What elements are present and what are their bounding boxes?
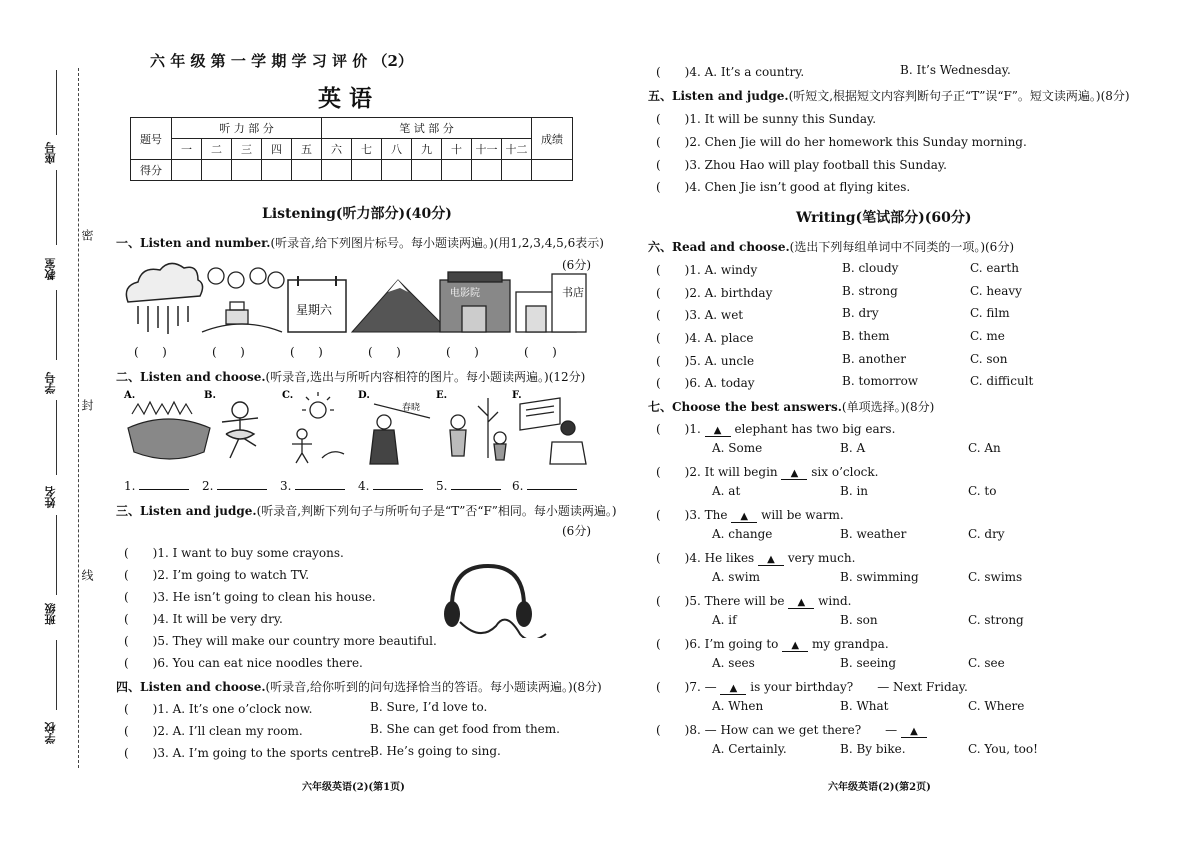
s7-question <box>656 635 889 652</box>
s2-answer-blank[interactable] <box>295 480 345 490</box>
classroom-write-line <box>56 170 57 245</box>
s2-blank-item <box>202 479 267 493</box>
s6-opt-b: B. cloudy <box>842 261 899 275</box>
s7-title: 七、Choose the best answers. <box>648 400 842 414</box>
s7-blank-marker[interactable]: ▲ <box>788 597 814 609</box>
score-table-row-label: 题号 <box>131 118 172 160</box>
s7-question-text: ( )4. He likes <box>656 551 759 565</box>
s5-item: ( )2. Chen Jie will do her homework this Sunday morning. <box>656 135 1027 149</box>
score-cell[interactable] <box>352 160 382 181</box>
s6-opt-b: B. another <box>842 352 906 366</box>
s7-blank-marker[interactable]: ▲ <box>705 425 731 437</box>
s7-option: B. seeing <box>840 656 897 670</box>
s4-item-a: ( )3. A. I’m going to the sports centre. <box>124 746 375 760</box>
s6-opt-c: C. earth <box>970 261 1019 275</box>
s6-opt-a: ( )1. A. windy <box>656 263 758 277</box>
s2-letter: B. <box>204 390 216 401</box>
s2-answer-blank[interactable] <box>217 480 267 490</box>
s2-blank-item <box>124 479 189 493</box>
s2-letter: A. <box>124 390 136 401</box>
s7-option: B. By bike. <box>840 742 906 756</box>
s3-title: 三、Listen and judge. <box>116 504 257 518</box>
s2-answer-blank[interactable] <box>451 480 501 490</box>
reading-newspaper-picture <box>520 398 586 464</box>
score-table <box>130 117 573 181</box>
score-col: 四 <box>262 139 292 160</box>
cut-char-seal: 密 <box>79 226 96 244</box>
s6-opt-b: B. strong <box>842 284 898 298</box>
headphones-picture <box>438 562 550 638</box>
s2-heading <box>116 368 585 385</box>
s1-bracket[interactable]: ( ) <box>368 345 401 359</box>
s3-item: ( )2. I’m going to watch TV. <box>124 568 310 582</box>
s2-blank-item <box>358 479 423 493</box>
s6-opt-c: C. difficult <box>970 374 1034 388</box>
s7-question <box>656 463 878 480</box>
subject-title: 英 语 <box>318 86 373 112</box>
s4-item-b: B. Sure, I’d love to. <box>370 700 488 714</box>
s1-points: (6分) <box>562 258 591 272</box>
s1-bracket[interactable]: ( ) <box>524 345 557 359</box>
s6-opt-c: C. me <box>970 329 1005 343</box>
s2-note: (听录音,选出与所听内容相符的图片。每小题读两遍。)(12分) <box>265 370 586 384</box>
score-table-total: 成绩 <box>532 118 573 160</box>
score-col: 七 <box>352 139 382 160</box>
birthday-party-picture <box>202 268 284 332</box>
planting-trees-picture <box>450 398 506 460</box>
river-picture <box>128 402 210 459</box>
s6-opt-c: C. heavy <box>970 284 1022 298</box>
s7-question-text: elephant has two big ears. <box>730 422 896 436</box>
s7-option: C. An <box>968 441 1001 455</box>
writing-heading: Writing(笔试部分)(60分) <box>796 210 972 226</box>
s7-question <box>656 549 855 566</box>
score-table-score-label: 得分 <box>131 160 172 181</box>
s3-item: ( )4. It will be very dry. <box>124 612 283 626</box>
s1-pictures <box>120 262 590 340</box>
s2-blank-number: 5. <box>436 479 448 493</box>
s5-item: ( )3. Zhou Hao will play football this Sunday. <box>656 158 947 172</box>
score-cell[interactable] <box>472 160 502 181</box>
s7-question-text: ( )5. There will be <box>656 594 789 608</box>
exam-title: 六 年 级 第 一 学 期 学 习 评 价 （2） <box>150 52 413 70</box>
score-cell[interactable] <box>292 160 322 181</box>
s7-blank-marker[interactable]: ▲ <box>781 468 807 480</box>
s6-opt-a: ( )5. A. uncle <box>656 354 755 368</box>
s7-option: B. weather <box>840 527 907 541</box>
s7-question-text: ( )2. It will begin <box>656 465 782 479</box>
s5-heading <box>648 87 1130 104</box>
s6-opt-a: ( )4. A. place <box>656 331 754 345</box>
s4-item-a: ( )4. A. It’s a country. <box>656 65 805 79</box>
s6-opt-a: ( )6. A. today <box>656 376 755 390</box>
s7-question-text: ( )8. — How can we get there? — <box>656 723 901 737</box>
student-id-write-line <box>56 290 57 360</box>
s7-option: A. Certainly. <box>712 742 787 756</box>
s7-question-text: my grandpa. <box>808 637 889 651</box>
s3-points: (6分) <box>562 524 591 538</box>
s6-heading <box>648 238 1014 255</box>
page2-footer: 六年级英语(2)(第2页) <box>828 782 931 793</box>
bookstore-picture <box>516 274 586 332</box>
dancing-girl-picture <box>222 402 258 458</box>
seat-label: 座号 <box>44 142 57 164</box>
teacher-board-picture <box>370 401 430 464</box>
s7-question <box>656 592 851 609</box>
s1-bracket[interactable]: ( ) <box>446 345 479 359</box>
s7-question-text: wind. <box>814 594 852 608</box>
s7-option: A. When <box>712 699 764 713</box>
s5-title: 五、Listen and judge. <box>648 89 789 103</box>
score-col: 八 <box>382 139 412 160</box>
score-table-writing-group: 笔 试 部 分 <box>322 118 532 139</box>
s2-letter: C. <box>282 390 294 401</box>
s4-item-a: ( )2. A. I’ll clean my room. <box>124 724 303 738</box>
s7-question <box>656 506 844 523</box>
s7-option: C. You, too! <box>968 742 1038 756</box>
s4-item-b: B. He’s going to sing. <box>370 744 501 758</box>
score-col: 十 <box>442 139 472 160</box>
s4-title: 四、Listen and choose. <box>116 680 266 694</box>
cinema-text: 电影院 <box>450 288 480 299</box>
s7-option: C. strong <box>968 613 1024 627</box>
name-label: 姓名 <box>44 486 57 508</box>
s7-blank-marker[interactable]: ▲ <box>758 554 784 566</box>
s7-question <box>656 678 968 695</box>
s7-option: C. swims <box>968 570 1023 584</box>
score-cell[interactable] <box>442 160 472 181</box>
board-text: 春晓 <box>402 403 421 413</box>
s7-question-text: six o’clock. <box>807 465 879 479</box>
score-cell[interactable] <box>202 160 232 181</box>
s6-opt-b: B. tomorrow <box>842 374 919 388</box>
s7-question-text: ( )1. <box>656 422 705 436</box>
s4-item-b: B. It’s Wednesday. <box>900 63 1011 77</box>
s7-option: C. dry <box>968 527 1005 541</box>
score-col: 九 <box>412 139 442 160</box>
score-cell[interactable] <box>502 160 532 181</box>
s2-blank-number: 4. <box>358 479 370 493</box>
s7-heading <box>648 398 934 415</box>
school-label: 学校 <box>44 722 57 744</box>
s1-bracket[interactable]: ( ) <box>290 345 323 359</box>
cinema-picture <box>440 272 510 332</box>
s1-title: 一、Listen and number. <box>116 236 271 250</box>
s7-option: B. in <box>840 484 869 498</box>
score-col: 六 <box>322 139 352 160</box>
s7-question-text: ( )3. The <box>656 508 732 522</box>
student-id-label: 学号 <box>44 372 57 394</box>
score-cell[interactable] <box>412 160 442 181</box>
s7-option: B. son <box>840 613 878 627</box>
binding-line <box>78 68 79 768</box>
s2-answer-blank[interactable] <box>139 480 189 490</box>
s7-question-text: is your birthday? — Next Friday. <box>746 680 968 694</box>
s3-item: ( )6. You can eat nice noodles there. <box>124 656 363 670</box>
s6-opt-c: C. son <box>970 352 1008 366</box>
s6-opt-a: ( )3. A. wet <box>656 308 744 322</box>
s7-option: A. at <box>712 484 741 498</box>
s1-bracket[interactable]: ( ) <box>134 345 167 359</box>
s2-title: 二、Listen and choose. <box>116 370 266 384</box>
s7-option: B. swimming <box>840 570 919 584</box>
s1-note: (听录音,给下列图片标号。每小题读两遍。)(用1,2,3,4,5,6表示) <box>270 236 604 250</box>
saturday-sign-picture <box>288 276 346 332</box>
s2-answer-blank[interactable] <box>527 480 577 490</box>
s6-note: (选出下列每组单词中不同类的一项。)(6分) <box>789 240 1015 254</box>
s6-opt-b: B. them <box>842 329 890 343</box>
s7-question-text: ( )6. I’m going to <box>656 637 783 651</box>
s7-blank-marker[interactable]: ▲ <box>901 726 927 738</box>
seat-write-line <box>56 70 57 135</box>
classroom-label: 教室 <box>44 258 57 280</box>
s4-item-b: B. She can get food from them. <box>370 722 560 736</box>
s3-item: ( )3. He isn’t going to clean his house. <box>124 590 376 604</box>
cut-char-close: 封 <box>79 396 96 414</box>
score-col: 十一 <box>472 139 502 160</box>
s6-opt-a: ( )2. A. birthday <box>656 286 773 300</box>
sunny-picture <box>292 392 344 463</box>
score-cell[interactable] <box>232 160 262 181</box>
s2-letter: F. <box>512 390 522 401</box>
s1-heading <box>116 234 604 251</box>
s7-option: C. see <box>968 656 1005 670</box>
s2-blank-number: 1. <box>124 479 136 493</box>
s2-blank-number: 6. <box>512 479 524 493</box>
s7-question-text: very much. <box>784 551 856 565</box>
s2-blank-item <box>280 479 345 493</box>
s2-blank-item <box>436 479 501 493</box>
s5-note: (听短文,根据短文内容判断句子正“T”误“F”。短文读两遍。)(8分) <box>788 89 1130 103</box>
s6-opt-c: C. film <box>970 306 1010 320</box>
s7-option: A. swim <box>712 570 760 584</box>
s6-opt-b: B. dry <box>842 306 879 320</box>
listening-heading: Listening(听力部分)(40分) <box>262 206 452 222</box>
score-table-listening-group: 听 力 部 分 <box>172 118 322 139</box>
s6-title: 六、Read and choose. <box>648 240 790 254</box>
s7-option: B. What <box>840 699 889 713</box>
s1-bracket[interactable]: ( ) <box>212 345 245 359</box>
score-col: 三 <box>232 139 262 160</box>
s7-blank-marker[interactable]: ▲ <box>731 511 757 523</box>
mountain-picture <box>352 280 450 332</box>
s2-blank-number: 2. <box>202 479 214 493</box>
s4-note: (听录音,给你听到的问句选择恰当的答语。每小题读两遍。)(8分) <box>265 680 602 694</box>
s7-question <box>656 420 895 437</box>
cut-char-line: 线 <box>79 566 96 584</box>
s7-option: A. sees <box>712 656 755 670</box>
s7-question-text: ( )7. — <box>656 680 721 694</box>
score-col: 一 <box>172 139 202 160</box>
score-cell[interactable] <box>382 160 412 181</box>
s2-letter: D. <box>358 390 370 401</box>
s7-blank-marker[interactable]: ▲ <box>720 683 746 695</box>
school-write-line <box>56 640 57 710</box>
s3-item: ( )5. They will make our country more beautiful. <box>124 634 437 648</box>
name-write-line <box>56 400 57 475</box>
class-label: 班级 <box>44 603 57 625</box>
s5-item: ( )4. Chen Jie isn’t good at flying kites. <box>656 180 911 194</box>
score-col: 五 <box>292 139 322 160</box>
score-cell-total[interactable] <box>532 160 573 181</box>
s4-heading <box>116 678 602 695</box>
s2-blank-item <box>512 479 577 493</box>
score-cell[interactable] <box>262 160 292 181</box>
rain-cloud-picture <box>126 263 202 334</box>
s7-option: C. Where <box>968 699 1025 713</box>
score-cell[interactable] <box>322 160 352 181</box>
s7-blank-marker[interactable]: ▲ <box>782 640 808 652</box>
saturday-sign-text: 星期六 <box>296 303 333 317</box>
s7-note: (单项选择。)(8分) <box>841 400 935 414</box>
s2-answer-blank[interactable] <box>373 480 423 490</box>
score-cell[interactable] <box>172 160 202 181</box>
s3-note: (听录音,判断下列句子与所听句子是“T”否“F”相同。每小题读两遍。) <box>256 504 617 518</box>
s7-option: A. change <box>712 527 773 541</box>
s7-question <box>656 721 927 738</box>
s4-item-a: ( )1. A. It’s one o’clock now. <box>124 702 313 716</box>
s7-option: C. to <box>968 484 997 498</box>
bookstore-text: 书店 <box>562 286 584 299</box>
s3-item: ( )1. I want to buy some crayons. <box>124 546 344 560</box>
s5-item: ( )1. It will be sunny this Sunday. <box>656 112 877 126</box>
score-col: 十二 <box>502 139 532 160</box>
s2-blank-number: 3. <box>280 479 292 493</box>
s7-option: A. Some <box>712 441 763 455</box>
score-col: 二 <box>202 139 232 160</box>
s2-pictures <box>122 388 597 468</box>
s3-heading <box>116 502 617 519</box>
s2-letter: E. <box>436 390 448 401</box>
s7-option: A. if <box>712 613 737 627</box>
s7-option: B. A <box>840 441 866 455</box>
page1-footer: 六年级英语(2)(第1页) <box>302 782 405 793</box>
class-write-line <box>56 515 57 595</box>
s7-question-text: will be warm. <box>757 508 844 522</box>
